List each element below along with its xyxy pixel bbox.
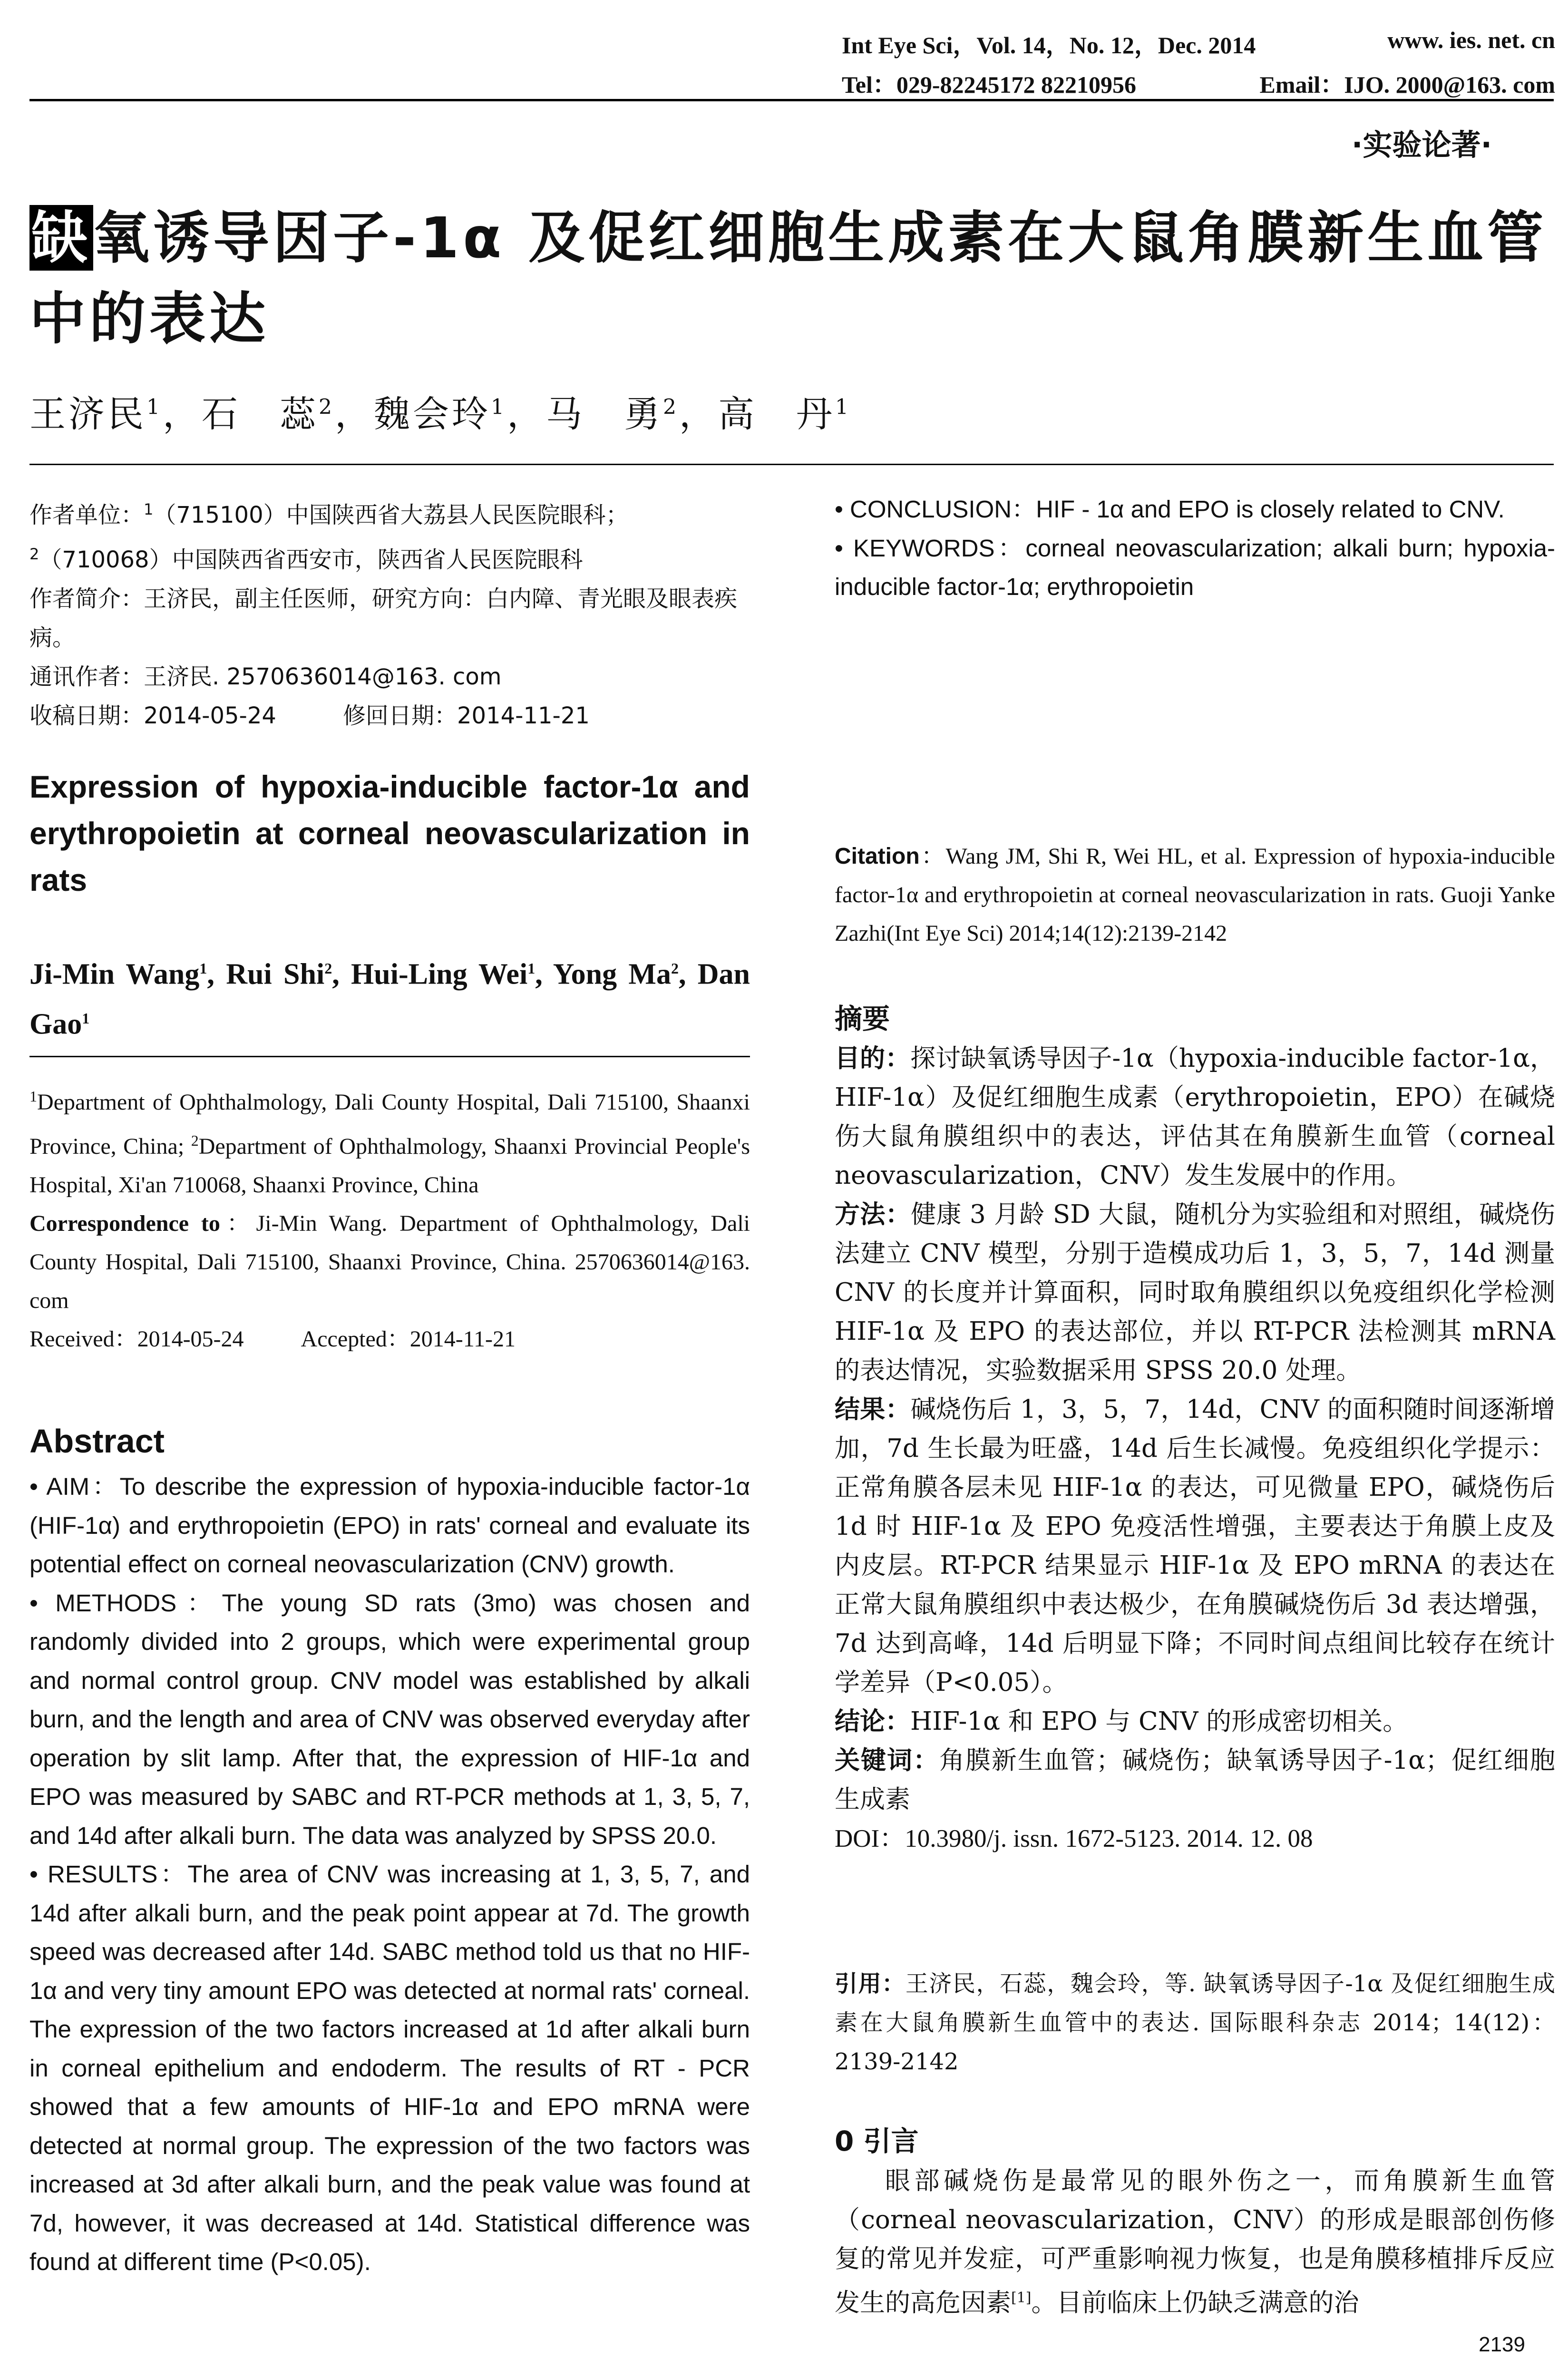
author-sup: 2 (671, 960, 679, 977)
journal-header (842, 26, 1555, 60)
affil-line (29, 490, 750, 535)
author-sup: 2 (319, 395, 335, 419)
cn-citation-text: 王济民，石蕊，魏会玲，等. 缺氧诱导因子-1α 及促红细胞生成素在大鼠角膜新生血管中的表达. 国际眼科杂志 2014；14(12)：2139-2142 (835, 1970, 1555, 2075)
author-cn: 马 勇 (546, 393, 663, 435)
citation-cn (835, 1964, 1555, 2081)
cn-results-label: 结果： (835, 1395, 911, 1424)
cn-keywords-label: 关键词： (835, 1746, 939, 1775)
english-affiliation (29, 1077, 750, 1358)
corr-label: Correspondence to (29, 1211, 220, 1236)
author-sup: 1 (146, 395, 163, 419)
cn-aim-label: 目的： (835, 1044, 911, 1073)
abstract-en-left (29, 1467, 750, 2378)
section-tag: ·实验论著· (1351, 127, 1492, 162)
corresponding-author: 通讯作者：王济民. 2570636014@163. com (29, 663, 502, 690)
cn-abstract-heading (835, 996, 1555, 1036)
cn-aim (835, 1039, 1555, 1195)
affil-text: （715100）中国陕西省大荔县人民医院眼科； (153, 502, 629, 528)
author-sup: 1 (491, 395, 507, 419)
cn-results (835, 1390, 1555, 1702)
citation-ref[interactable]: [1] (1011, 2290, 1032, 2306)
abstract-en-right (835, 490, 1555, 606)
cn-keywords (835, 1741, 1555, 1819)
methods-text: The young SD rats (3mo) was chosen and randomly divided into 2 groups, which were experimental group and normal control group. CNV model was established by alkali burn, and the length and area of CNV was observed everyday after operation by slit lamp. After that, the expression of HIF-1α and EPO was measured by SABC and RT-PCR methods at 1, 3, 5, 7, and 14d after alkali burn. The data was analyzed by SPSS 20.0. (29, 1589, 750, 1849)
affil-en (29, 1077, 750, 1204)
cn-methods-label: 方法： (835, 1200, 911, 1229)
results-text: The area of CNV was increasing at 1, 3, 5, 7, and 14d after alkali burn, and the peak point appear at 7d. The growth speed was decreased after 14d. SABC method told us that no HIF-1α and very tiny amount EPO was detected at normal rats' corneal. The expression of the two factors increased at 1d after alkali burn in corneal epithelium and endoderm. The results of RT - PCR showed that a few amounts of HIF-1α and EPO mRNA were detected at normal group. The expression of the two factors was increased at 3d after alkali burn, and the peak value was found at 7d, however, it was decreased at 14d. Statistical difference was found at different time (P<0.05). (29, 1861, 750, 2275)
abstract-title: Abstract (29, 1423, 165, 1460)
author-sup: 1 (82, 1009, 90, 1027)
affil-label: 作者单位： (29, 502, 144, 528)
cn-conclusion (835, 1702, 1555, 1741)
intro-paragraph: 眼部碱烧伤是最常见的眼外伤之一，而角膜新生血管（corneal neovascularization，CNV）的形成是眼部创伤修复的常见并发症，可严重影响视力恢复，也是角膜移植排斥反应发生的高危因素 (835, 2166, 1555, 2318)
conclusion-label: • CONCLUSION： (835, 496, 1036, 523)
author-en: Yong Ma (553, 958, 671, 991)
journal-tel: Tel：029-82245172 82210956 (842, 71, 1136, 98)
intro-paragraph-cont: 。目前临床上仍缺乏满意的治 (1031, 2288, 1359, 2318)
article-title (29, 197, 1551, 359)
affil-text: Department of Ophthalmology, Dali County Hospital, Dali 715100, Shaanxi Province, China; (29, 1090, 750, 1159)
received-date: 收稿日期：2014-05-24 (29, 702, 276, 729)
author-en: Dan Gao (29, 958, 750, 1041)
affil-line (29, 535, 750, 579)
conclusion-text: HIF - 1α and EPO is closely related to CNV. (1036, 496, 1505, 523)
cn-keywords-text: 角膜新生血管；碱烧伤；缺氧诱导因子-1α；促红细胞生成素 (835, 1746, 1556, 1814)
abstract-aim (29, 1467, 750, 1584)
corr-text: ：Ji-Min Wang. Department of Ophthalmology, Dali County Hospital, Dali 715100, Shaanxi Province, China. 2570636014@163. com (29, 1211, 750, 1313)
cn-conclusion-label: 结论： (835, 1707, 910, 1736)
results-label: • RESULTS： (29, 1861, 188, 1888)
affil-text: Department of Ophthalmology, Shaanxi Provincial People's Hospital, Xi'an 710068, Shaanxi Province, China (29, 1134, 750, 1198)
correspondence-en (29, 1204, 750, 1320)
dates-en (29, 1320, 750, 1358)
citation-en (835, 837, 1555, 953)
affiliation-cn (29, 490, 750, 735)
aim-text: To describe the expression of hypoxia-inducible factor-1α (HIF-1α) and erythropoietin (EPO) in rats' corneal and evaluate its potential effect on corneal neovascularization (CNV) growth. (29, 1473, 750, 1578)
dates-cn (29, 696, 750, 735)
author-cn: 魏会玲 (374, 393, 491, 435)
intro-text (835, 2162, 1555, 2323)
title-first-char: 缺 (29, 205, 93, 271)
affil-sup: 2 (191, 1132, 199, 1149)
english-authors: Ji-Min Wang$^1$, Rui Shi$^2$, Hui-Ling Wei$^1$, Yong Ma$^2$, Dan Gao$^1$ (29, 958, 750, 1041)
journal-website: www. ies. net. cn (1387, 27, 1555, 53)
author-en: Ji-Min Wang (29, 958, 200, 991)
authors-cn: 王济民$^1$，石 蕊$^2$，魏会玲$^1$，马 勇$^2$，高 丹$^1$ (29, 393, 851, 435)
page-number: 2139 (1479, 2333, 1525, 2356)
cn-conclusion-text: HIF-1α 和 EPO 与 CNV 的形成密切相关。 (910, 1707, 1408, 1736)
author-sup: 1 (527, 960, 536, 977)
journal-info: Int Eye Sci，Vol. 14，No. 12，Dec. 2014 (842, 32, 1256, 58)
author-en: Rui Shi (226, 958, 325, 991)
methods-label: • METHODS： (29, 1589, 222, 1617)
author-sup: 2 (663, 395, 679, 419)
intro-heading (835, 2119, 1555, 2159)
citation-label: Citation (835, 844, 920, 869)
author-sup: 1 (835, 395, 851, 419)
author-intro: 作者简介：王济民，副主任医师，研究方向：白内障、青光眼及眼表疾病。 (29, 585, 738, 651)
cn-abstract-title: 摘要 (835, 1003, 890, 1035)
abstract-keywords (835, 529, 1555, 606)
title-text: 氧诱导因子-1α 及促红细胞生成素在大鼠角膜新生血管中的表达 (29, 205, 1548, 351)
keywords-text: corneal neovascularization; alkali burn; hypoxia-inducible factor-1α; erythropoietin (835, 534, 1555, 600)
authors-rule (29, 464, 1554, 465)
journal-contact (842, 66, 1555, 100)
author-sup: 1 (199, 960, 207, 977)
aim-label: • AIM： (29, 1473, 120, 1500)
header-rule (29, 99, 1554, 101)
cn-methods-text: 健康 3 月龄 SD 大鼠，随机分为实验组和对照组，碱烧伤法建立 CNV 模型，分别于造模成功后 1，3，5，7，14d 测量 CNV 的长度并计算面积，同时取角膜组织以免疫组织化学检测 HIF-1α 及 EPO 的表达部位，并以 RT-PCR 法检测其 mRNA 的表达情况，实验数据采用 SPSS 20.0 处理。 (835, 1200, 1556, 1385)
affil-rule (29, 1056, 750, 1057)
doi: DOI：10.3980/j. issn. 1672-5123. 2014. 12. 08 (835, 1825, 1313, 1852)
cn-results-text: 碱烧伤后 1，3，5，7，14d，CNV 的面积随时间逐渐增加，7d 生长最为旺盛，14d 后生长减慢。免疫组织化学提示：正常角膜各层未见 HIF-1α 的表达，可见微量 EPO，碱烧伤后 1d 时 HIF-1α 及 EPO 免疫活性增强，主要表达于角膜上皮及内皮层。RT-PCR 结果显示 HIF-1α 及 EPO mRNA 的表达在正常大鼠角膜组织中表达极少，在角膜碱烧伤后 3d 表达增强，7d 达到高峰，14d 后明显下降；不同时间点组间比较存在统计学差异（P<0.05）。 (835, 1395, 1555, 1697)
abstract-conclusion (835, 490, 1555, 529)
abstract-heading (29, 1422, 750, 1460)
english-title: Expression of hypoxia-inducible factor-1α and erythropoietin at corneal neovascularization in rats (29, 769, 750, 897)
revised-date: 修回日期：2014-11-21 (342, 702, 590, 729)
citation-text: ：Wang JM, Shi R, Wei HL, et al. Expression of hypoxia-inducible factor-1α and erythropoietin at corneal neovascularization in rats. Guoji Yanke Zazhi(Int Eye Sci) 2014;14(12):2139-2142 (835, 844, 1555, 946)
cn-methods (835, 1195, 1555, 1390)
affil-sup: 1 (144, 500, 154, 518)
journal-email: Email：IJO. 2000@163. com (1259, 71, 1555, 98)
affil-text: （710068）中国陕西省西安市，陕西省人民医院眼科 (39, 546, 583, 573)
author-en: Hui-Ling Wei (351, 958, 528, 991)
cn-citation-label: 引用： (835, 1970, 906, 1997)
abstract-cn (835, 1039, 1555, 1858)
affil-sup: 2 (29, 545, 39, 563)
affil-sup: 1 (29, 1088, 37, 1105)
author-cn: 高 丹 (718, 393, 835, 435)
author-cn: 石 蕊 (202, 393, 319, 435)
author-sup: 2 (324, 960, 332, 977)
accepted-en: Accepted：2014-11-21 (301, 1326, 516, 1352)
intro-title: 0 引言 (835, 2125, 919, 2157)
abstract-results (29, 1855, 750, 2378)
author-cn: 王济民 (29, 393, 146, 435)
abstract-methods (29, 1584, 750, 1855)
keywords-label: • KEYWORDS： (835, 534, 1026, 562)
cn-aim-text: 探讨缺氧诱导因子-1α（hypoxia-inducible factor-1α，HIF-1α）及促红细胞生成素（erythropoietin，EPO）在碱烧伤大鼠角膜组织中的表达，评估其在角膜新生血管（corneal neovascularization，CNV）发生发展中的作用。 (835, 1044, 1555, 1190)
received-en: Received：2014-05-24 (29, 1326, 244, 1352)
